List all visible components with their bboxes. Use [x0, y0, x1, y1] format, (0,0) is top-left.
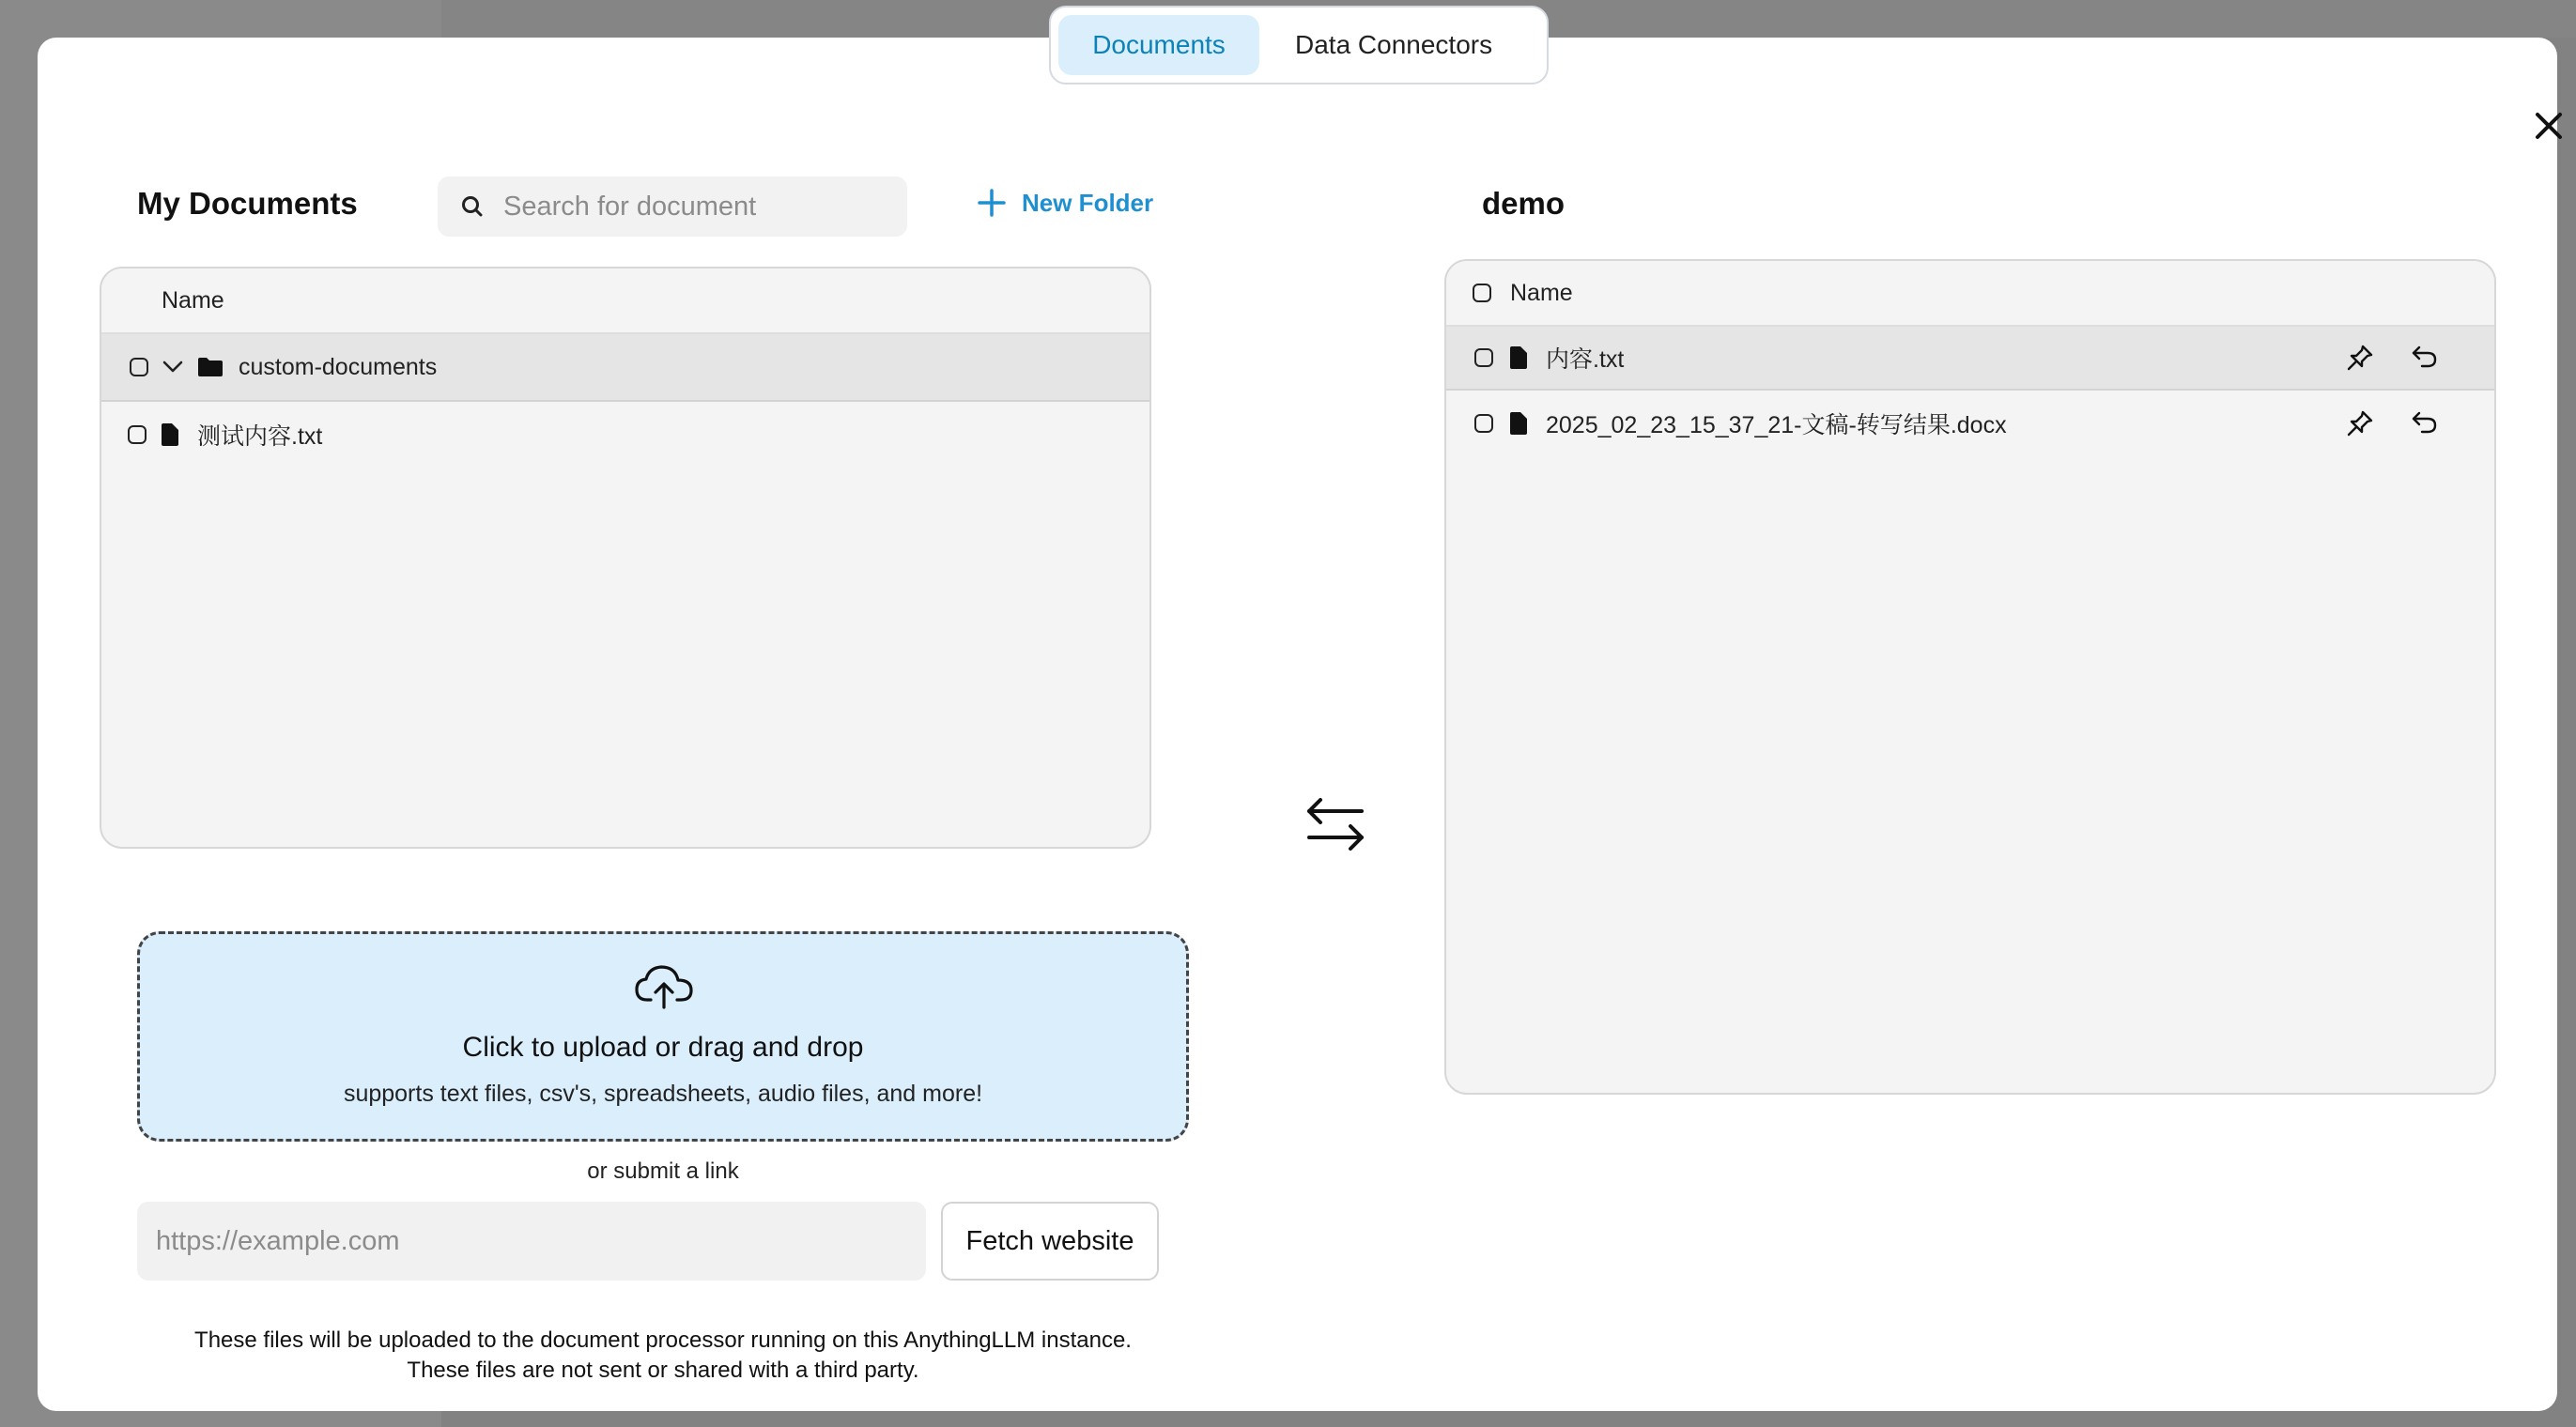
folder-icon: [197, 357, 224, 377]
file-name: 2025_02_23_15_37_21-文稿-转写结果.docx: [1546, 412, 2007, 438]
table-header: [101, 269, 1149, 334]
new-folder-button[interactable]: [977, 188, 1153, 218]
undo-icon[interactable]: [2410, 409, 2438, 437]
modal-tabs: [1049, 6, 1549, 84]
column-name: Name: [162, 286, 224, 314]
upload-note-line2: These files are not sent or shared with a third party.: [407, 1358, 919, 1383]
plus-icon: [977, 188, 1007, 218]
undo-icon[interactable]: [2410, 344, 2438, 372]
upload-subtitle: supports text files, csv's, spreadsheets, audio files, and more!: [343, 1081, 983, 1107]
close-icon[interactable]: [2528, 105, 2569, 146]
folder-checkbox[interactable]: [130, 358, 148, 376]
url-input[interactable]: [137, 1202, 926, 1281]
my-documents-list: [100, 267, 1151, 849]
workspace-file-row[interactable]: [1446, 327, 2494, 391]
tab-documents[interactable]: Documents: [1058, 15, 1259, 75]
file-icon: [1510, 412, 1527, 435]
chevron-down-icon[interactable]: [162, 360, 184, 375]
folder-name: custom-documents: [239, 353, 438, 380]
document-search[interactable]: [438, 176, 907, 237]
file-icon: [1510, 346, 1527, 369]
file-checkbox[interactable]: [128, 425, 147, 444]
upload-dropzone[interactable]: [137, 931, 1189, 1142]
folder-row[interactable]: [101, 334, 1149, 402]
select-all-checkbox[interactable]: [1473, 284, 1491, 302]
tab-data-connectors[interactable]: Data Connectors: [1295, 30, 1493, 59]
file-checkbox[interactable]: [1474, 348, 1493, 367]
my-documents-title: My Documents: [137, 186, 358, 221]
workspace-table-header: [1446, 261, 2494, 327]
column-name: Name: [1510, 279, 1573, 306]
search-input[interactable]: [501, 191, 881, 223]
document-manager-modal: [38, 38, 2557, 1411]
workspace-file-row[interactable]: [1446, 391, 2494, 456]
file-checkbox[interactable]: [1474, 414, 1493, 433]
swap-arrows-icon[interactable]: [1303, 794, 1367, 854]
file-name: 内容.txt: [1546, 346, 1625, 373]
workspace-documents-list: [1444, 259, 2496, 1095]
upload-cloud-icon: [634, 962, 694, 1011]
or-submit-link: or submit a link: [587, 1158, 739, 1184]
fetch-website-button[interactable]: Fetch website: [941, 1202, 1159, 1281]
pin-icon[interactable]: [2346, 344, 2374, 372]
workspace-title: demo: [1482, 186, 1566, 221]
file-icon: [162, 423, 178, 446]
file-row[interactable]: [101, 402, 1149, 468]
search-icon: [460, 194, 485, 219]
pin-icon[interactable]: [2346, 409, 2374, 437]
upload-title: Click to upload or drag and drop: [462, 1032, 864, 1063]
new-folder-label: New Folder: [1022, 188, 1154, 217]
upload-note-line1: These files will be uploaded to the document processor running on this AnythingLLM instance.: [194, 1327, 1132, 1353]
file-name: 测试内容.txt: [197, 423, 323, 450]
upload-note: [137, 1326, 1189, 1386]
